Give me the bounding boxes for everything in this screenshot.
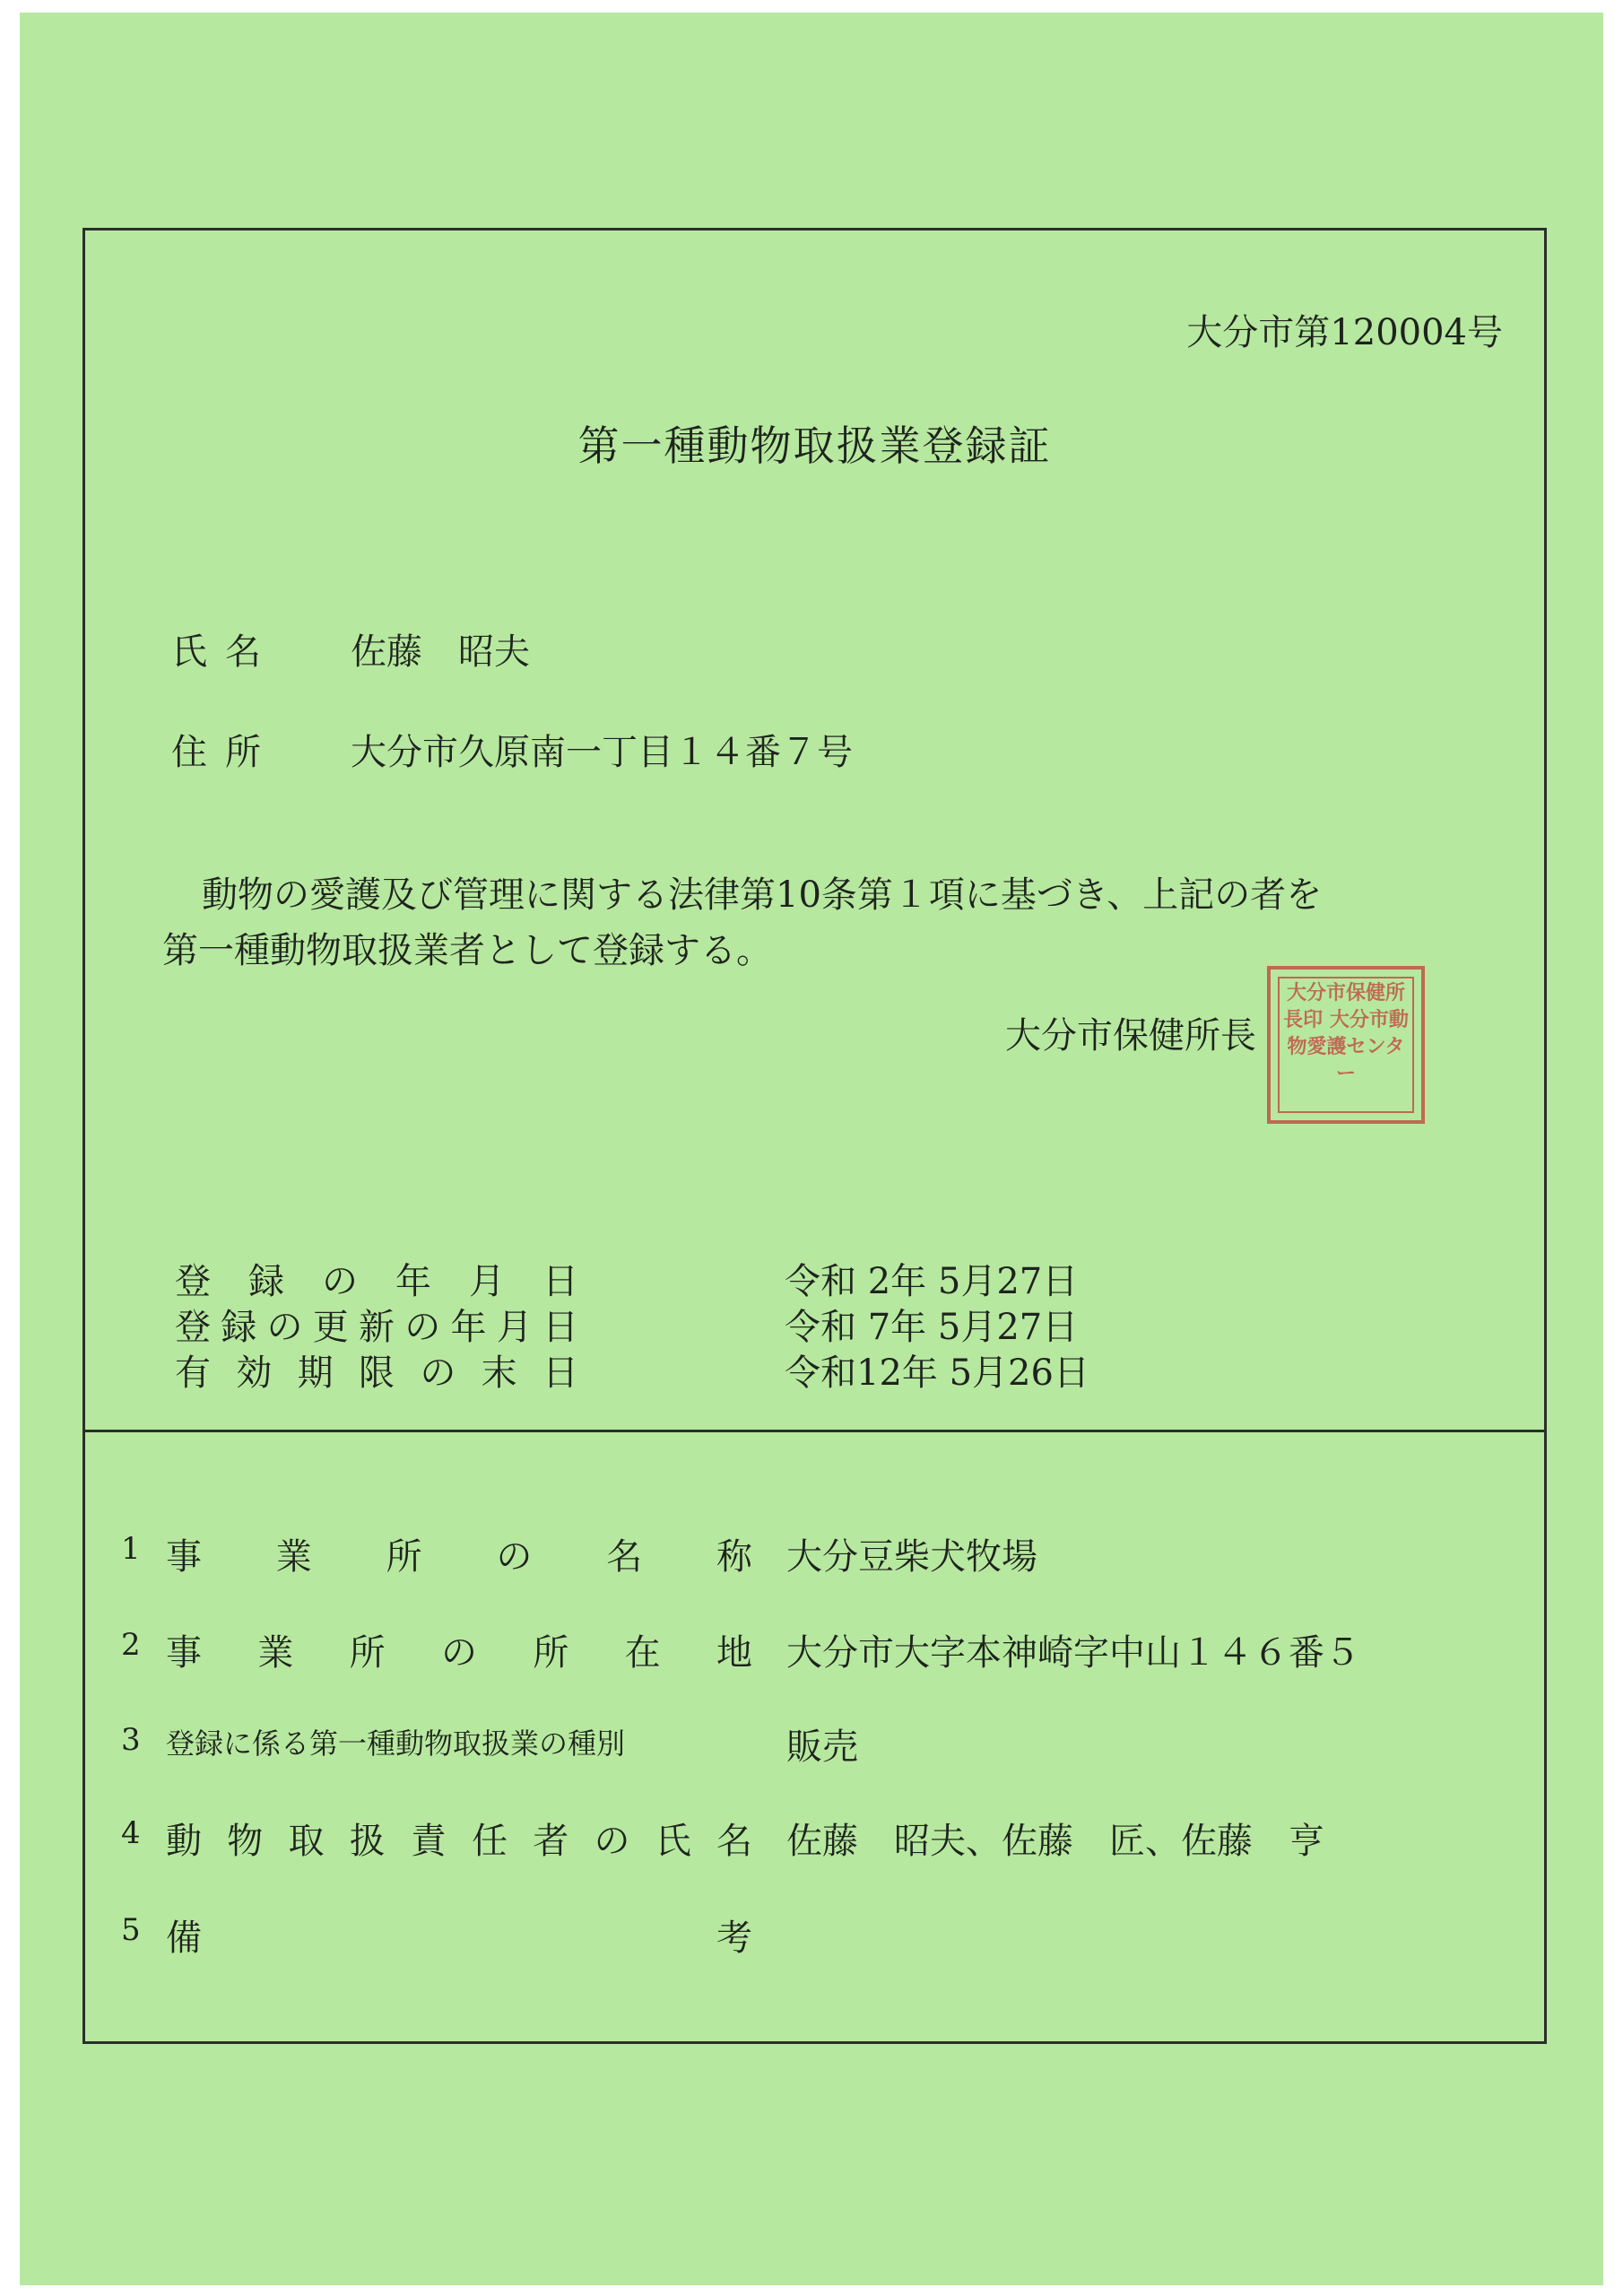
date-label-renewal: 登 録 の 更 新 の 年 月 日 xyxy=(175,1307,578,1348)
certificate-frame xyxy=(82,228,1547,2044)
registration-number: 大分市第120004号 xyxy=(1186,312,1503,353)
business-item-1-label: 事 業 所 の 名 称 xyxy=(166,1536,752,1578)
business-item-4-label: 動 物 取 扱 責 任 者 の 氏 名 xyxy=(166,1821,752,1862)
date-value-renewal: 令和 7年 5月27日 xyxy=(785,1307,1079,1348)
registration-statement xyxy=(162,867,1322,978)
business-item-2-value: 大分市大字本神崎字中山１４６番５ xyxy=(786,1632,1360,1674)
date-label-registration: 登 録 の 年 月 日 xyxy=(175,1261,578,1302)
date-value-registration: 令和 2年 5月27日 xyxy=(785,1261,1079,1302)
certificate-title: 第一種動物取扱業登録証 xyxy=(577,422,1052,470)
issuer-title: 大分市保健所長 xyxy=(1005,1015,1256,1057)
address-value: 大分市久原南一丁目１４番７号 xyxy=(351,732,853,773)
date-label-expiry: 有 効 期 限 の 末 日 xyxy=(175,1352,578,1394)
business-item-3-number: 3 xyxy=(121,1722,141,1758)
business-item-5-number: 5 xyxy=(121,1912,141,1948)
date-value-expiry: 令和12年 5月26日 xyxy=(785,1352,1089,1394)
name-label: 氏名 xyxy=(171,631,279,673)
section-divider xyxy=(85,1430,1544,1432)
business-item-1-value: 大分豆柴犬牧場 xyxy=(786,1536,1037,1578)
address-label: 住所 xyxy=(171,732,279,773)
business-item-5-label: 備 考 xyxy=(166,1918,752,1959)
business-item-1-number: 1 xyxy=(121,1531,141,1567)
statement-line-1: 動物の愛護及び管理に関する法律第10条第１項に基づき、上記の者を xyxy=(202,874,1323,916)
official-seal xyxy=(1267,966,1425,1124)
business-item-2-label: 事 業 所 の 所 在 地 xyxy=(166,1632,752,1674)
business-item-3-value: 販売 xyxy=(786,1726,858,1768)
business-item-3-label: 登録に係る第一種動物取扱業の種別 xyxy=(166,1726,626,1761)
business-item-4-value: 佐藤 昭夫、佐藤 匠、佐藤 亨 xyxy=(786,1821,1324,1862)
business-item-4-number: 4 xyxy=(121,1815,141,1851)
seal-text: 大分市保健所長印 大分市動物愛護センター xyxy=(1283,982,1409,1085)
certificate-sheet xyxy=(20,13,1603,2285)
statement-line-2: 第一種動物取扱業者として登録する。 xyxy=(162,930,772,971)
business-item-2-number: 2 xyxy=(121,1627,141,1663)
name-value: 佐藤 昭夫 xyxy=(351,631,530,673)
